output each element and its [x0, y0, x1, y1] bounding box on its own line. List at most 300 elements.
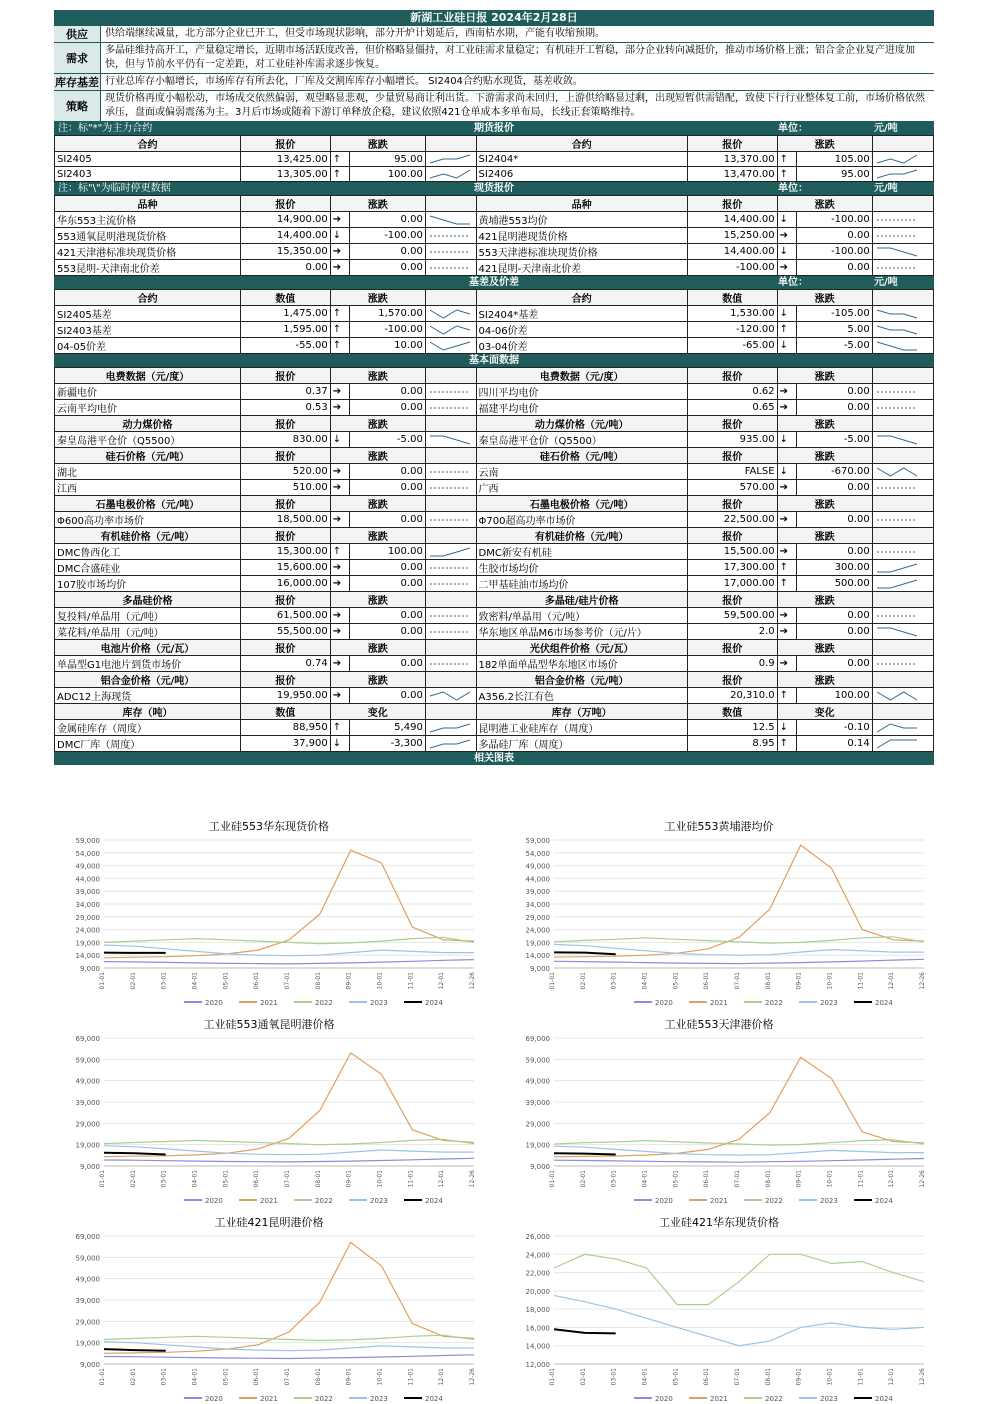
x-tick-label: 10-01	[377, 1170, 384, 1188]
arrow-up-icon: ↑	[333, 324, 345, 335]
change-arrow	[330, 260, 349, 276]
table-row	[55, 212, 934, 228]
sparkline-path	[877, 468, 917, 476]
item-sparkline	[872, 212, 933, 228]
item-sparkline	[872, 432, 933, 448]
change-arrow	[777, 560, 796, 576]
item-name: Φ700超高功率市场价	[476, 512, 687, 528]
change-arrow	[777, 624, 796, 640]
sparkline	[875, 578, 919, 590]
table-row	[55, 608, 934, 624]
item-change: 0.00	[349, 688, 425, 704]
column-header	[425, 448, 476, 464]
table-header-row	[55, 496, 934, 512]
item-name: SI2404*基差	[476, 306, 687, 322]
sparkline-path	[877, 310, 917, 318]
item-change: 5.00	[796, 322, 872, 338]
x-tick-label: 08-01	[315, 972, 322, 990]
arrow-right-icon: ➔	[780, 658, 792, 669]
item-change: -100.00	[796, 244, 872, 260]
column-header: 报价	[687, 640, 777, 656]
unit-value: 元/吨	[874, 122, 898, 135]
legend-label: 2021	[710, 1395, 728, 1403]
item-price: 520.00	[240, 464, 330, 480]
change-arrow	[777, 244, 796, 260]
chart-title: 工业硅553黄埔港均价	[504, 818, 934, 834]
table-row	[55, 322, 934, 338]
sparkline	[875, 626, 919, 638]
table-row	[55, 560, 934, 576]
section-header	[54, 182, 934, 195]
item-change: 300.00	[796, 560, 872, 576]
item-sparkline	[872, 560, 933, 576]
y-tick-label: 9,000	[80, 1361, 100, 1369]
sparkline-path	[430, 155, 470, 163]
y-tick-label: 16,000	[526, 1324, 551, 1332]
x-tick-label: 06-01	[253, 972, 260, 990]
item-sparkline	[425, 512, 476, 528]
item-name: 江西	[55, 480, 241, 496]
legend-label: 2022	[765, 999, 783, 1007]
item-price: 13,470.00	[687, 167, 777, 182]
column-header: 有机硅价格（元/吨）	[476, 528, 687, 544]
sparkline	[428, 262, 472, 274]
arrow-right-icon: ➔	[333, 262, 345, 273]
column-header	[425, 592, 476, 608]
table-row	[55, 480, 934, 496]
arrow-down-icon: ↓	[333, 434, 345, 445]
x-tick-label: 07-01	[284, 1170, 291, 1188]
item-name: ADC12上海现货	[55, 688, 241, 704]
x-tick-label: 04-01	[642, 972, 649, 990]
x-tick-label: 02-01	[580, 1170, 587, 1188]
change-arrow	[330, 560, 349, 576]
change-arrow	[777, 338, 796, 354]
x-tick-label: 02-01	[580, 1368, 587, 1386]
arrow-right-icon: ➔	[333, 214, 345, 225]
change-arrow	[777, 464, 796, 480]
x-tick-label: 04-01	[642, 1170, 649, 1188]
sparkline	[428, 658, 472, 670]
item-name: SI2406	[476, 167, 687, 182]
sparkline	[875, 324, 919, 336]
x-tick-label: 12-26	[469, 1170, 476, 1188]
legend-label: 2021	[260, 1197, 278, 1205]
item-sparkline	[872, 576, 933, 592]
x-tick-label: 10-01	[827, 1368, 834, 1386]
sparkline	[428, 386, 472, 398]
sparkline	[875, 482, 919, 494]
legend-label: 2020	[655, 999, 673, 1007]
x-tick-label: 06-01	[703, 972, 710, 990]
column-header: 报价	[240, 640, 330, 656]
column-header: 涨跌	[330, 368, 425, 384]
arrow-up-icon: ↑	[333, 169, 345, 180]
legend-label: 2021	[260, 1395, 278, 1403]
column-header	[872, 496, 933, 512]
series-line	[554, 845, 924, 957]
item-price: 8.95	[687, 736, 777, 752]
sparkline-path	[430, 548, 470, 556]
change-arrow	[330, 608, 349, 624]
column-header: 报价	[687, 592, 777, 608]
item-sparkline	[872, 338, 933, 354]
x-tick-label: 10-01	[827, 1170, 834, 1188]
column-header: 多晶硅价格	[55, 592, 241, 608]
column-header	[872, 290, 933, 306]
column-header: 数值	[687, 704, 777, 720]
item-change: 0.00	[349, 400, 425, 416]
column-header: 光伏组件价格（元/瓦）	[476, 640, 687, 656]
item-price: 0.9	[687, 656, 777, 672]
item-price: 16,000.00	[240, 576, 330, 592]
sparkline	[875, 386, 919, 398]
legend-label: 2022	[315, 1197, 333, 1205]
column-header: 数值	[240, 704, 330, 720]
change-arrow	[330, 152, 349, 167]
x-tick-label: 12-01	[888, 1368, 895, 1386]
item-change: 0.00	[349, 576, 425, 592]
table-row	[55, 576, 934, 592]
item-name: SI2404*	[476, 152, 687, 167]
change-arrow	[330, 228, 349, 244]
sparkline	[875, 562, 919, 574]
item-sparkline	[872, 244, 933, 260]
summary-text: 多晶硅维持高开工，产量稳定增长，近期市场活跃度改善，但价格略显僵持，对工业硅需求量稳定；有机硅开工暂稳，部分企业转向减挺价，推动市场价格上涨；铝合金企业复产进度加快，但与节前水平仍有一定差距，对工业硅补库需求逐步恢复。	[101, 43, 934, 73]
change-arrow	[777, 228, 796, 244]
column-header	[872, 196, 933, 212]
x-tick-label: 03-01	[161, 1170, 168, 1188]
item-name: DMC厂库（周度）	[55, 736, 241, 752]
column-header: 品种	[55, 196, 241, 212]
column-header: 报价	[240, 448, 330, 464]
change-arrow	[330, 480, 349, 496]
item-sparkline	[425, 576, 476, 592]
x-tick-label: 03-01	[161, 1368, 168, 1386]
series-line	[104, 1355, 474, 1359]
column-header: 多晶硅/硅片价格	[476, 592, 687, 608]
item-price: 13,305.00	[240, 167, 330, 182]
arrow-right-icon: ➔	[333, 658, 345, 669]
table-header-row	[55, 672, 934, 688]
change-arrow	[330, 720, 349, 736]
y-tick-label: 20,000	[526, 1288, 551, 1296]
y-tick-label: 44,000	[526, 875, 551, 883]
item-sparkline	[425, 244, 476, 260]
column-header: 报价	[687, 368, 777, 384]
series-line	[554, 1295, 924, 1345]
item-sparkline	[872, 152, 933, 167]
change-arrow	[777, 608, 796, 624]
x-tick-label: 09-01	[796, 1170, 803, 1188]
sparkline-path	[877, 342, 917, 350]
data-table	[54, 135, 934, 182]
chart-svg	[504, 818, 934, 1008]
item-name: 多晶硅厂库（周度）	[476, 736, 687, 752]
item-name: SI2405	[55, 152, 241, 167]
item-price: 570.00	[687, 480, 777, 496]
legend-label: 2021	[710, 999, 728, 1007]
table-row	[55, 432, 934, 448]
column-header: 合约	[55, 290, 241, 306]
sparkline	[875, 262, 919, 274]
x-tick-label: 01-01	[99, 972, 106, 990]
unit-value: 元/吨	[874, 276, 898, 289]
section-header	[54, 276, 934, 289]
item-sparkline	[872, 167, 933, 182]
sparkline-path	[430, 740, 470, 748]
legend-label: 2023	[820, 999, 838, 1007]
arrow-up-icon: ↑	[333, 308, 345, 319]
column-header	[872, 136, 933, 152]
arrow-right-icon: ➔	[333, 402, 345, 413]
item-price: 19,950.00	[240, 688, 330, 704]
x-tick-label: 12-26	[469, 1368, 476, 1386]
item-change: 5,490	[349, 720, 425, 736]
series-line	[104, 1158, 474, 1162]
change-arrow	[330, 512, 349, 528]
item-price: 37,900	[240, 736, 330, 752]
item-sparkline	[425, 384, 476, 400]
y-tick-label: 69,000	[526, 1035, 551, 1043]
y-tick-label: 49,000	[76, 1276, 101, 1284]
sparkline-path	[430, 436, 470, 444]
item-price: 18,500.00	[240, 512, 330, 528]
series-line	[554, 1254, 924, 1304]
item-change: 100.00	[349, 167, 425, 182]
x-tick-label: 06-01	[253, 1368, 260, 1386]
y-tick-label: 9,000	[80, 965, 100, 973]
arrow-up-icon: ↑	[333, 154, 345, 165]
y-tick-label: 49,000	[526, 863, 551, 871]
item-sparkline	[425, 322, 476, 338]
x-tick-label: 01-01	[549, 1170, 556, 1188]
table-header-row	[55, 416, 934, 432]
x-tick-label: 10-01	[377, 972, 384, 990]
change-arrow	[777, 400, 796, 416]
y-tick-label: 29,000	[76, 914, 101, 922]
column-header: 硅石价格（元/吨）	[476, 448, 687, 464]
arrow-right-icon: ➔	[333, 466, 345, 477]
column-header: 数值	[687, 290, 777, 306]
item-change: -100.00	[349, 322, 425, 338]
y-tick-label: 9,000	[530, 965, 550, 973]
arrow-right-icon: ➔	[333, 610, 345, 621]
sparkline	[875, 340, 919, 352]
table-row	[55, 512, 934, 528]
item-change: 0.00	[349, 244, 425, 260]
summary-text: 现货价格再度小幅松动，市场成交依然偏弱，观望略显悲观，少量贸易商让利出货。下游需求尚未回归，上游供给略显过剩，出现短暂供需错配，致使下行行业整体复工前，市场价格依然承压，盘面或偏弱震荡为主。3月后市场或随着下游订单释放企稳，建议依照421仓单成本多单布局，长线正套策略维持。	[101, 91, 934, 121]
item-name: DMC合盛硅业	[55, 560, 241, 576]
column-header: 报价	[687, 448, 777, 464]
x-tick-label: 02-01	[130, 972, 137, 990]
sparkline-path	[430, 170, 470, 178]
arrow-right-icon: ➔	[333, 482, 345, 493]
arrow-right-icon: ➔	[333, 578, 345, 589]
item-change: 1,570.00	[349, 306, 425, 322]
column-header: 涨跌	[777, 592, 872, 608]
item-name: 03-04价差	[476, 338, 687, 354]
x-tick-label: 04-01	[192, 1368, 199, 1386]
item-sparkline	[872, 464, 933, 480]
sparkline-path	[877, 740, 917, 748]
item-sparkline	[425, 560, 476, 576]
item-price: 830.00	[240, 432, 330, 448]
column-header: 报价	[240, 368, 330, 384]
series-line	[104, 960, 474, 964]
summary-label: 需求	[54, 43, 101, 73]
column-header	[872, 528, 933, 544]
y-tick-label: 59,000	[76, 837, 101, 845]
y-tick-label: 29,000	[526, 914, 551, 922]
change-arrow	[330, 338, 349, 354]
item-name: 金属硅库存（周度）	[55, 720, 241, 736]
x-tick-label: 09-01	[346, 972, 353, 990]
series-line	[554, 1329, 616, 1333]
y-tick-label: 54,000	[76, 850, 101, 858]
change-arrow	[777, 544, 796, 560]
item-change: 95.00	[349, 152, 425, 167]
sparkline-path	[877, 170, 917, 178]
unit-value: 元/吨	[874, 182, 898, 195]
y-tick-label: 39,000	[76, 888, 101, 896]
item-sparkline	[425, 656, 476, 672]
change-arrow	[330, 624, 349, 640]
arrow-right-icon: ➔	[333, 386, 345, 397]
change-arrow	[330, 244, 349, 260]
sparkline	[428, 308, 472, 320]
column-header: 报价	[240, 196, 330, 212]
change-arrow	[330, 384, 349, 400]
section-note: 注：标"*"为主力合约	[58, 122, 152, 135]
column-header: 石墨电极价格（元/吨）	[55, 496, 241, 512]
table-row	[55, 544, 934, 560]
item-change: 0.00	[349, 512, 425, 528]
section-title: 期货报价	[474, 123, 514, 134]
column-header: 涨跌	[777, 448, 872, 464]
column-header: 涨跌	[330, 416, 425, 432]
chart-svg	[54, 1214, 484, 1404]
report-title: 新湖工业硅日报 2024年2月28日	[54, 10, 934, 26]
column-header: 报价	[240, 592, 330, 608]
item-change: 0.00	[796, 544, 872, 560]
summary-row	[54, 26, 934, 43]
legend-label: 2024	[875, 1197, 893, 1205]
item-change: -5.00	[796, 338, 872, 354]
change-arrow	[777, 576, 796, 592]
legend-label: 2022	[315, 999, 333, 1007]
x-tick-label: 08-01	[765, 1368, 772, 1386]
item-sparkline	[425, 260, 476, 276]
y-tick-label: 24,000	[526, 927, 551, 935]
item-name: 云南平均电价	[55, 400, 241, 416]
column-header: 有机硅价格（元/吨）	[55, 528, 241, 544]
y-tick-label: 29,000	[76, 1318, 101, 1326]
item-change: 105.00	[796, 152, 872, 167]
series-line	[554, 959, 924, 963]
x-tick-label: 04-01	[192, 1170, 199, 1188]
item-change: -0.10	[796, 720, 872, 736]
sparkline-path	[430, 692, 470, 700]
y-tick-label: 49,000	[76, 863, 101, 871]
series-line	[104, 1139, 474, 1144]
x-tick-label: 05-01	[672, 1368, 679, 1386]
column-header: 库存（吨）	[55, 704, 241, 720]
x-tick-label: 09-01	[346, 1170, 353, 1188]
arrow-down-icon: ↓	[780, 434, 792, 445]
table-header-row	[55, 290, 934, 306]
item-change: 0.00	[349, 608, 425, 624]
item-sparkline	[425, 228, 476, 244]
x-tick-label: 01-01	[549, 972, 556, 990]
column-header	[425, 290, 476, 306]
item-price: -65.00	[687, 338, 777, 354]
item-change: -670.00	[796, 464, 872, 480]
item-change: 0.14	[796, 736, 872, 752]
arrow-up-icon: ↑	[333, 722, 345, 733]
arrow-right-icon: ➔	[333, 246, 345, 257]
x-tick-label: 12-26	[919, 1170, 926, 1188]
y-tick-label: 39,000	[526, 1099, 551, 1107]
item-sparkline	[425, 736, 476, 752]
x-tick-label: 07-01	[284, 972, 291, 990]
x-tick-label: 05-01	[672, 1170, 679, 1188]
column-header: 涨跌	[330, 136, 425, 152]
item-price: 55,500.00	[240, 624, 330, 640]
legend-label: 2023	[370, 999, 388, 1007]
sparkline-path	[430, 326, 470, 334]
y-tick-label: 39,000	[76, 1297, 101, 1305]
item-sparkline	[872, 720, 933, 736]
column-header: 涨跌	[330, 592, 425, 608]
item-price: -55.00	[240, 338, 330, 354]
item-sparkline	[872, 260, 933, 276]
legend-label: 2020	[205, 999, 223, 1007]
table-header-row	[55, 136, 934, 152]
sparkline-path	[877, 564, 917, 572]
x-tick-label: 02-01	[580, 972, 587, 990]
table-row	[55, 656, 934, 672]
series-line	[104, 1153, 166, 1155]
sparkline	[875, 246, 919, 258]
unit-label: 单位：	[778, 122, 808, 135]
column-header: 涨跌	[330, 528, 425, 544]
item-price: 17,300.00	[687, 560, 777, 576]
legend-label: 2023	[370, 1395, 388, 1403]
change-arrow	[330, 167, 349, 182]
column-header: 涨跌	[777, 368, 872, 384]
x-tick-label: 02-01	[130, 1170, 137, 1188]
x-tick-label: 12-26	[469, 972, 476, 990]
table-row	[55, 400, 934, 416]
item-price: 88,950	[240, 720, 330, 736]
table-row	[55, 260, 934, 276]
arrow-down-icon: ↓	[780, 466, 792, 477]
change-arrow	[330, 306, 349, 322]
change-arrow	[777, 306, 796, 322]
item-name: 新疆电价	[55, 384, 241, 400]
change-arrow	[330, 688, 349, 704]
sparkline	[428, 626, 472, 638]
arrow-up-icon: ↑	[780, 578, 792, 589]
column-header	[425, 672, 476, 688]
y-tick-label: 19,000	[526, 939, 551, 947]
item-price: 22,500.00	[687, 512, 777, 528]
sparkline	[428, 546, 472, 558]
column-header: 涨跌	[777, 528, 872, 544]
y-tick-label: 54,000	[526, 850, 551, 858]
chart	[54, 1016, 484, 1206]
